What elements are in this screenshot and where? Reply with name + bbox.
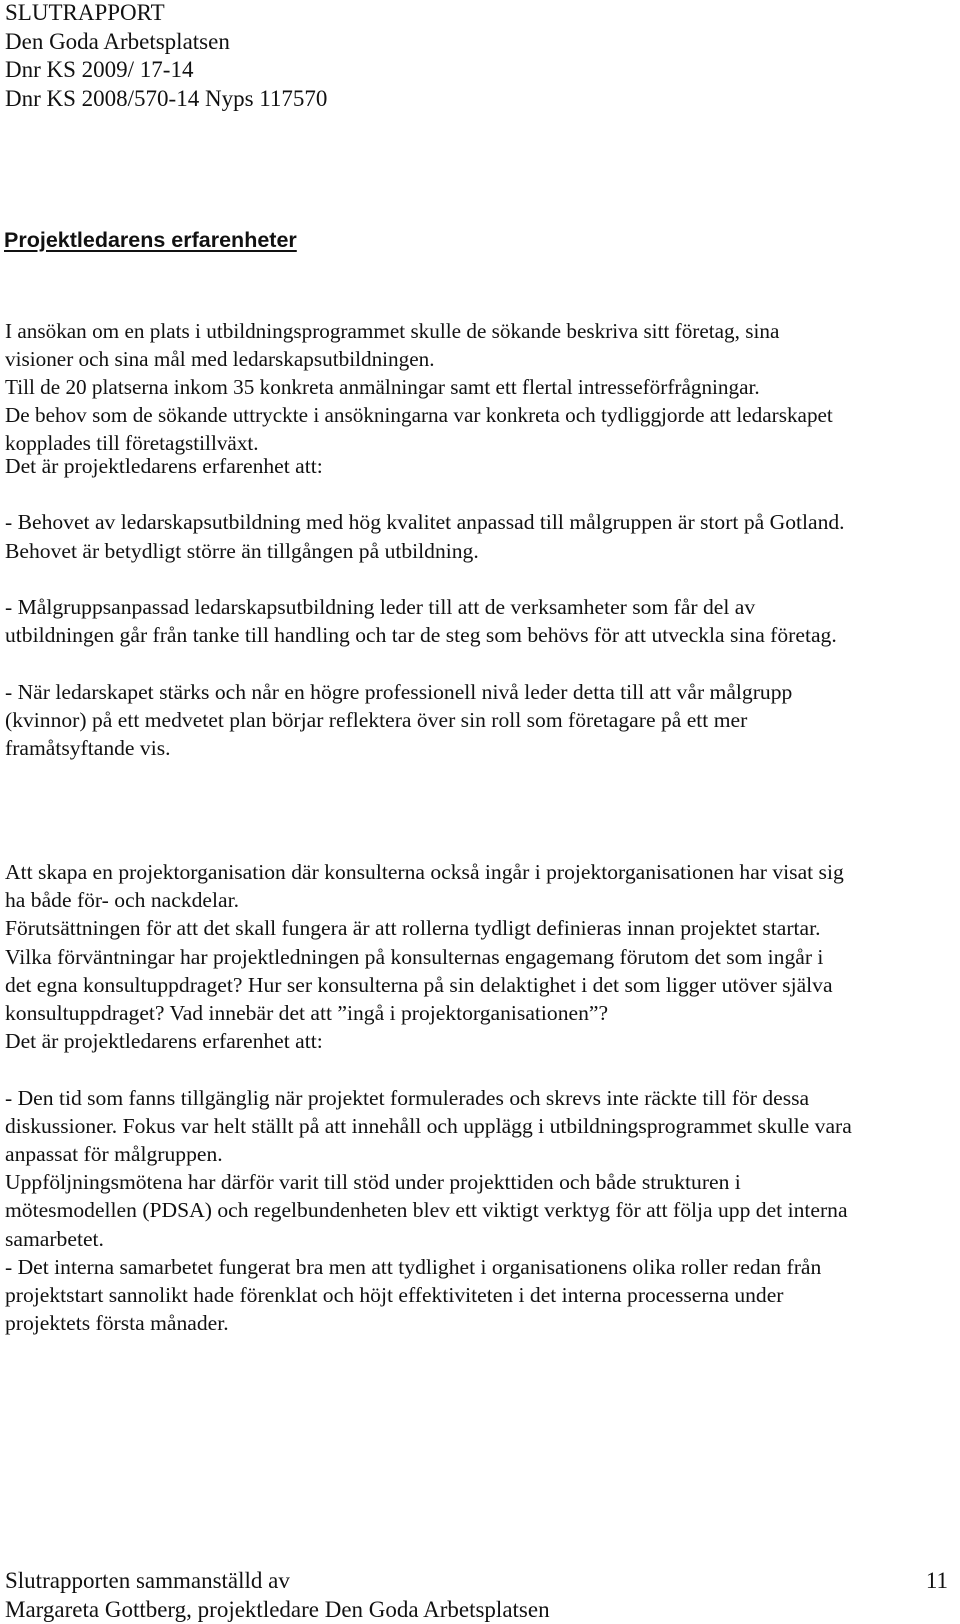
text-line: projektets första månader. [5, 1311, 229, 1336]
text-line: (kvinnor) på ett medvetet plan börjar reflektera över sin roll som företagare på ett mer [5, 707, 748, 732]
project-name: Den Goda Arbetsplatsen [5, 28, 230, 54]
document-header [5, 0, 327, 113]
registration-number-2: Dnr KS 2008/570-14 Nyps 117570 [5, 85, 328, 111]
footer-author: Margareta Gottberg, projektledare Den Goda Arbetsplatsen [5, 1596, 550, 1622]
text-line: - När ledarskapet stärks och når en högre professionell nivå leder detta till att vår målgrupp [5, 679, 793, 704]
blank-line [5, 565, 845, 593]
text-line: Förutsättningen för att det skall fungera är att rollerna tydligt definieras innan projektet startar. [5, 916, 821, 941]
text-line: I ansökan om en plats i utbildningsprogrammet skulle de sökande beskriva sitt företag, sina [5, 319, 780, 343]
text-line: konsultuppdraget? Vad innebär det att ”ingå i projektorganisationen”? [5, 1001, 609, 1026]
blank-line [5, 480, 845, 508]
text-line: samarbetet. [5, 1226, 104, 1251]
text-line: - Behovet av ledarskapsutbildning med hög kvalitet anpassad till målgruppen är stort på Gotland. [5, 510, 845, 535]
text-line: utbildningen går från tanke till handling och tar de steg som behövs för att utveckla sina företag. [5, 623, 837, 648]
text-line: De behov som de sökande uttryckte i ansökningarna var konkreta och tydliggjorde att ledarskapet [5, 403, 833, 427]
text-line: mötesmodellen (PDSA) och regelbundenheten blev ett viktigt verktyg för att följa upp det interna [5, 1198, 848, 1223]
text-line: Behovet är betydligt större än tillgången på utbildning. [5, 538, 479, 563]
text-line: visioner och sina mål med ledarskapsutbildningen. [5, 347, 435, 371]
blank-line [5, 649, 845, 677]
text-line: - Målgruppsanpassad ledarskapsutbildning leder till att de verksamheter som får del av [5, 594, 756, 619]
blank-line [5, 1055, 852, 1083]
text-line: - Den tid som fanns tillgänglig när projektet formulerades och skrevs inte räckte till för dessa [5, 1085, 810, 1110]
text-line: projektstart sannolikt hade förenklat och höjt effektiviteten i det interna processerna under [5, 1283, 784, 1308]
text-line: det egna konsultuppdraget? Hur ser konsulterna på sin delaktighet i det som ligger utöver själva [5, 972, 833, 997]
experience-block-b [5, 858, 852, 1337]
section-title: Projektledarens erfarenheter [4, 228, 297, 252]
footer-compiled-by: Slutrapporten sammanställd av [5, 1568, 290, 1593]
text-line: diskussioner. Fokus var helt ställt på att innehåll och upplägg i utbildningsprogrammet skulle vara [5, 1113, 852, 1138]
text-line: kopplades till företagstillväxt. [5, 431, 259, 455]
text-line: Vilka förväntningar har projektledningen på konsulternas engagemang förutom det som ingår i [5, 944, 824, 969]
text-line: framåtsyftande vis. [5, 735, 171, 760]
text-line: Att skapa en projektorganisation där konsulterna också ingår i projektorganisationen har visat sig [5, 860, 844, 884]
page-number: 11 [925, 1568, 948, 1593]
page-footer [5, 1567, 955, 1624]
text-line: ha både för- och nackdelar. [5, 888, 239, 913]
report-type: SLUTRAPPORT [5, 0, 165, 25]
experience-block-a [5, 452, 845, 762]
text-line: - Det interna samarbetet fungerat bra men att tydlighet i organisationens olika roller redan från [5, 1254, 822, 1279]
text-line: Till de 20 platserna inkom 35 konkreta anmälningar samt ett flertal intresseförfrågningar. [5, 375, 760, 399]
registration-number-1: Dnr KS 2009/ 17-14 [5, 57, 194, 83]
text-line: Det är projektledarens erfarenhet att: [5, 1029, 323, 1054]
text-line: Uppföljningsmötena har därför varit till stöd under projekttiden och både strukturen i [5, 1170, 741, 1195]
intro-paragraph [5, 317, 833, 457]
text-line: anpassat för målgruppen. [5, 1142, 223, 1167]
text-line: Det är projektledarens erfarenhet att: [5, 454, 323, 478]
